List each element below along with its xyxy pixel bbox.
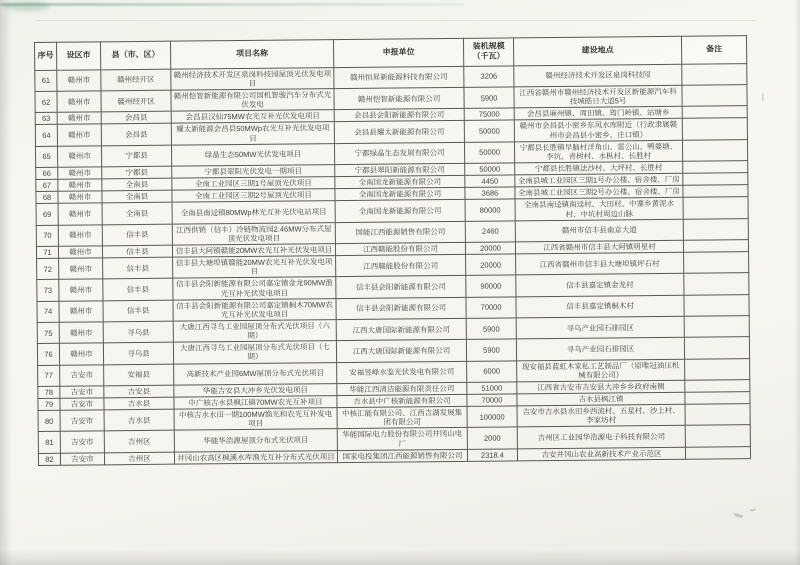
cell-county: 赣州经开区 (101, 69, 171, 91)
cell-serial-no: 66 (36, 167, 58, 179)
cell-project-name: 会昌县汉仙75MW农光互补光伏发电项目 (171, 110, 334, 124)
cell-location: 吉水县枫江镇 (517, 392, 685, 406)
scan-edge-shadow-bottom (0, 549, 800, 565)
cell-project-name: 全南工业园区三期1号屋顶光伏项目 (172, 177, 335, 191)
cell-location: 吉安井冈山农业高新技术产业示范区 (517, 447, 685, 461)
cell-city: 吉安市 (60, 410, 104, 432)
cell-capacity-kw: 70000 (466, 297, 516, 319)
cell-city: 吉安市 (60, 431, 104, 453)
cell-capacity-kw: 75000 (464, 108, 514, 121)
cell-location: 全南县南迳镇南迳村、大田村、中寨乡黄泥水村、中坑村周边山脉 (515, 198, 683, 221)
cell-city: 赣州市 (57, 91, 101, 113)
cell-location: 宁都县长胜镇早脑村洋角山、雷公山、鸭婆塘、李坑、青树村、水枞村、长胜村 (514, 140, 682, 163)
cell-county: 会昌县 (101, 124, 171, 146)
cell-project-name: 绿晶生态50MW光伏发电项目 (171, 143, 334, 166)
cell-city: 赣州市 (58, 191, 102, 204)
cell-project-name: 江西供销（信丰）冷链物流园2.46MW分布式屋顶光伏发电项目 (172, 222, 335, 245)
scan-edge-shadow-right (794, 0, 800, 565)
scanner-artifact-streak (36, 20, 756, 21)
cell-location: 江西省赣州市信丰县大塘埠镇坪石村 (516, 252, 684, 275)
cell-capacity-kw: 51000 (467, 382, 517, 395)
cell-applicant: 吉水县中广核新能源有限公司 (337, 394, 467, 407)
cell-applicant: 江西赣能股份有限公司 (336, 255, 466, 278)
cell-serial-no: 79 (38, 398, 60, 410)
cell-project-name: 大唐江西寻乌工业园屋顶分布式光伏项目（七期） (173, 341, 336, 364)
cell-remarks (682, 118, 747, 140)
cell-remarks (685, 446, 750, 459)
cell-city: 赣州市 (58, 179, 102, 192)
cell-serial-no: 62 (35, 91, 57, 112)
cell-city: 吉安市 (60, 453, 104, 466)
cell-location: 宁都县长胜镇法沙村、大坪村、长胜村 (515, 161, 683, 175)
header-serial-no: 序号 (35, 42, 57, 70)
cell-location: 吉州区工业园华浩源电子科技有限公司 (517, 426, 685, 449)
cell-serial-no: 70 (36, 225, 58, 246)
cell-county: 信丰县 (103, 300, 173, 322)
cell-capacity-kw: 90000 (466, 275, 516, 297)
cell-serial-no: 67 (36, 179, 58, 191)
cell-remarks (685, 358, 750, 380)
cell-capacity-kw: 5900 (464, 87, 514, 109)
cell-remarks (683, 197, 748, 219)
cell-applicant: 全南国龙新能源有限公司 (335, 200, 465, 223)
cell-remarks (685, 425, 750, 447)
cell-location: 江西省赣州市信丰县大阿镇明星村 (515, 240, 683, 254)
cell-county: 全南县 (102, 203, 172, 225)
cell-project-name: 赣州恺智新能源有限公司国机智骏汽车分布式光伏发电 (171, 89, 334, 112)
cell-applicant: 华能国际电力股份有限公司井冈山电厂 (337, 428, 467, 451)
cell-project-name: 全南县南迳镇80MWp林光互补光伏电站项目 (172, 201, 335, 224)
cell-serial-no: 64 (35, 125, 57, 146)
cell-capacity-kw: 50000 (465, 163, 515, 176)
cell-applicant: 赣州恺智新能源有限公司 (334, 87, 464, 110)
cell-location: 赣州市会昌县小密乡东风水库附近（行政隶属赣州市会昌县小密乡、庄口镇） (514, 119, 682, 142)
cell-city: 吉安市 (60, 364, 104, 386)
cell-remarks (683, 161, 748, 174)
header-applicant: 申报单位 (333, 38, 463, 67)
cell-location: 信丰县嘉定镇金龙村 (516, 274, 684, 297)
cell-county: 寻乌县 (103, 342, 173, 364)
cell-location: 赣州市信丰县南京大道 (515, 219, 683, 242)
header-city: 设区市 (57, 42, 101, 70)
cell-capacity-kw: 70000 (467, 394, 517, 407)
cell-applicant: 安福昱峰水鉴光伏发电有限公司 (337, 361, 467, 384)
cell-serial-no: 65 (36, 146, 58, 167)
cell-applicant: 宁都县翠阳新能源有限公司 (335, 163, 465, 176)
cell-city: 吉安市 (60, 398, 104, 411)
cell-applicant: 江西赣能股份有限公司 (335, 242, 465, 255)
cell-remarks (683, 185, 748, 198)
cell-county: 宁都县 (101, 145, 171, 167)
cell-serial-no: 76 (37, 344, 59, 365)
cell-county: 吉州区 (104, 431, 174, 453)
cell-serial-no: 75 (37, 322, 59, 343)
cell-serial-no: 69 (36, 204, 58, 225)
cell-remarks (684, 252, 749, 274)
cell-county: 信丰县 (102, 224, 172, 246)
cell-county: 全南县 (102, 191, 172, 204)
cell-applicant: 宁都绿晶生态发展有限公司 (334, 142, 464, 165)
header-county: 县（市、区） (101, 41, 171, 69)
cell-county: 安福县 (104, 364, 174, 386)
pen-mark (762, 93, 764, 101)
cell-county: 信丰县 (103, 279, 173, 301)
cell-city: 赣州市 (58, 203, 102, 225)
cell-remarks (685, 392, 750, 405)
cell-capacity-kw: 5900 (466, 339, 516, 361)
cell-location: 现安福县蓝虹木家私工艺制品厂（原唯冠油压机械有限公司） (517, 359, 685, 382)
cell-remarks (684, 294, 749, 316)
cell-capacity-kw: 100000 (467, 406, 517, 428)
cell-city: 赣州市 (57, 124, 101, 146)
cell-city: 赣州市 (59, 322, 103, 344)
cell-capacity-kw: 4450 (465, 175, 515, 188)
cell-county: 信丰县 (102, 245, 172, 258)
cell-project-name: 耀太新能源会昌县50MWp农光互补光伏发电项目 (171, 122, 334, 145)
projects-table-container (34, 35, 752, 466)
cell-county: 寻乌县 (103, 321, 173, 343)
cell-remarks (684, 316, 749, 338)
cell-project-name: 信丰县会阳新能源有限公司嘉定镇桐木70MW农光互补光伏发电项目 (173, 298, 336, 321)
cell-applicant: 江西大唐国际新能源有限公司 (336, 318, 466, 341)
cell-applicant: 国能江西能源销售有限公司 (335, 221, 465, 244)
cell-applicant: 全南国龙新能源有限公司 (335, 188, 465, 201)
projects-table (34, 35, 751, 466)
cell-city: 赣州市 (59, 301, 103, 323)
cell-serial-no: 61 (35, 70, 57, 91)
cell-county: 宁都县 (102, 166, 172, 179)
cell-city: 赣州市 (57, 146, 101, 168)
cell-location: 会昌县麻州镇、周田镇、筠门岭镇、站塘乡 (514, 107, 682, 121)
cell-serial-no: 77 (38, 365, 60, 386)
cell-capacity-kw: 20000 (465, 242, 515, 255)
cell-serial-no: 80 (38, 410, 60, 431)
cell-location: 寻乌产业园石排园区 (516, 316, 684, 339)
cell-city: 赣州市 (57, 70, 101, 92)
cell-county: 吉水县 (104, 409, 174, 431)
cell-city: 赣州市 (58, 225, 102, 247)
cell-serial-no: 74 (37, 301, 59, 322)
cell-serial-no: 78 (38, 386, 60, 398)
projects-table-body (35, 63, 751, 465)
cell-remarks (682, 106, 747, 119)
cell-capacity-kw: 50000 (464, 142, 514, 164)
cell-applicant: 会昌县会阳新能源有限公司 (334, 109, 464, 122)
cell-applicant: 国家电投集团江西能源销售有限公司 (337, 449, 467, 462)
cell-applicant: 赣州恒昇新能源科技有限公司 (334, 66, 464, 89)
header-capacity-kw: 装机规模（千瓦） (463, 38, 513, 66)
cell-capacity-kw: 5900 (466, 318, 516, 340)
cell-remarks (683, 240, 748, 253)
cell-serial-no: 81 (38, 432, 60, 453)
cell-serial-no: 63 (35, 113, 57, 125)
cell-county: 吉州区 (104, 452, 174, 465)
cell-location: 赣州经济技术开发区泉岗科技园 (514, 64, 682, 87)
cell-city: 赣州市 (58, 246, 102, 259)
cell-applicant: 华能江西清洁能源有限责任公司 (337, 382, 467, 395)
cell-applicant: 全南国龙新能源有限公司 (335, 176, 465, 189)
cell-project-name: 全南工业园区三期2号屋顶光伏项目 (172, 189, 335, 203)
cell-project-name: 信丰县大阿镇赣能20MW农光互补光伏发电项目 (172, 244, 335, 258)
cell-remarks (682, 139, 747, 161)
header-location: 建设地点 (513, 36, 681, 65)
cell-county: 会昌县 (101, 112, 171, 125)
cell-project-name: 宁都县翠阳光伏发电一期项目 (172, 165, 335, 179)
cell-remarks (684, 273, 749, 295)
cell-serial-no: 82 (38, 453, 60, 465)
cell-city: 赣州市 (59, 343, 103, 365)
cell-county: 信丰县 (103, 257, 173, 279)
cell-capacity-kw: 2318.4 (467, 449, 517, 462)
cell-remarks (684, 337, 749, 359)
cell-applicant: 信丰县会阳新能源有限公司 (336, 276, 466, 299)
cell-applicant: 信丰县会阳新能源有限公司 (336, 297, 466, 320)
header-remarks: 备注 (681, 36, 746, 64)
cell-project-name: 赣州经济技术开发区泉岗科技园屋顶光伏发电项目 (171, 67, 334, 90)
cell-capacity-kw: 20000 (466, 254, 516, 276)
cell-city: 吉安市 (60, 386, 104, 399)
cell-remarks (682, 85, 747, 107)
cell-location: 全南县城工业园区三期1号办公楼、宿舍楼、厂房 (515, 173, 683, 187)
cell-project-name: 高新技术产业园6MW屋顶分布式光伏项目 (174, 362, 337, 385)
cell-capacity-kw: 80000 (465, 199, 515, 221)
cell-serial-no: 68 (36, 192, 58, 204)
cell-location: 江西省吉安市吉安县大冲乡乡政府南侧 (517, 380, 685, 394)
scanner-artifact-line (0, 3, 464, 6)
cell-serial-no: 73 (37, 280, 59, 301)
cell-capacity-kw: 3686 (465, 187, 515, 200)
cell-remarks (683, 173, 748, 186)
cell-location: 信丰县嘉定镇桐木村 (516, 295, 684, 318)
cell-capacity-kw: 2000 (467, 427, 517, 449)
cell-project-name: 中核吉水水田一期100MW渔光和农光互补发电项目 (174, 408, 337, 431)
header-project-name: 项目名称 (170, 40, 333, 69)
cell-location: 江西省赣州市赣州经济技术开发区新能源汽车科技城皓日大道5号 (514, 85, 682, 108)
cell-applicant: 中核汇能有限公司、江西吉湖发展集团有限公司 (337, 407, 467, 430)
cell-project-name: 大唐江西寻乌工业园屋顶分布式光伏项目（六期） (173, 320, 336, 343)
cell-project-name: 信丰县大塘埠镇赣能20MW农光互补光伏发电项目 (173, 256, 336, 279)
cell-city: 赣州市 (59, 279, 103, 301)
cell-remarks (682, 63, 747, 85)
cell-county: 吉水县 (104, 397, 174, 410)
cell-location: 寻乌产业园石排园区 (516, 338, 684, 361)
cell-city: 赣州市 (58, 167, 102, 180)
cell-city: 赣州市 (57, 112, 101, 125)
scan-edge-shadow-left (0, 0, 12, 565)
cell-location: 吉安市吉水县水田乡西流村、五星村、沙上村、李家坊村 (517, 404, 685, 427)
cell-serial-no: 71 (36, 246, 58, 258)
cell-project-name: 信丰县会阳新能源有限公司嘉定镇金龙90MW渔光互补光伏发电项目 (173, 277, 336, 300)
cell-capacity-kw: 6000 (467, 360, 517, 382)
cell-capacity-kw: 2460 (465, 221, 515, 243)
cell-project-name: 中广核吉水县枫江镇70MW农光互补项目 (174, 396, 337, 410)
cell-capacity-kw: 3206 (464, 66, 514, 88)
cell-county: 赣州经开区 (101, 90, 171, 112)
cell-applicant: 江西大唐国际新能源有限公司 (336, 340, 466, 363)
cell-remarks (683, 218, 748, 240)
cell-county: 吉安县 (104, 385, 174, 398)
cell-project-name: 华能华浩源屋顶分布式光伏项目 (174, 429, 337, 452)
cell-serial-no: 72 (37, 258, 59, 279)
cell-project-name: 井冈山农高区枫溪水库渔光互补分布式光伏项目 (174, 450, 337, 464)
cell-applicant: 会昌县耀太新能源有限公司 (334, 121, 464, 144)
cell-capacity-kw: 50000 (464, 120, 514, 142)
cell-remarks (685, 404, 750, 426)
cell-location: 全南县城工业园区三期2号办公楼、宿舍楼、厂房 (515, 186, 683, 200)
cell-city: 赣州市 (59, 258, 103, 280)
cell-county: 全南县 (102, 178, 172, 191)
cell-project-name: 华能吉安县大冲乡光伏发电项目 (174, 383, 337, 397)
cell-remarks (685, 380, 750, 393)
